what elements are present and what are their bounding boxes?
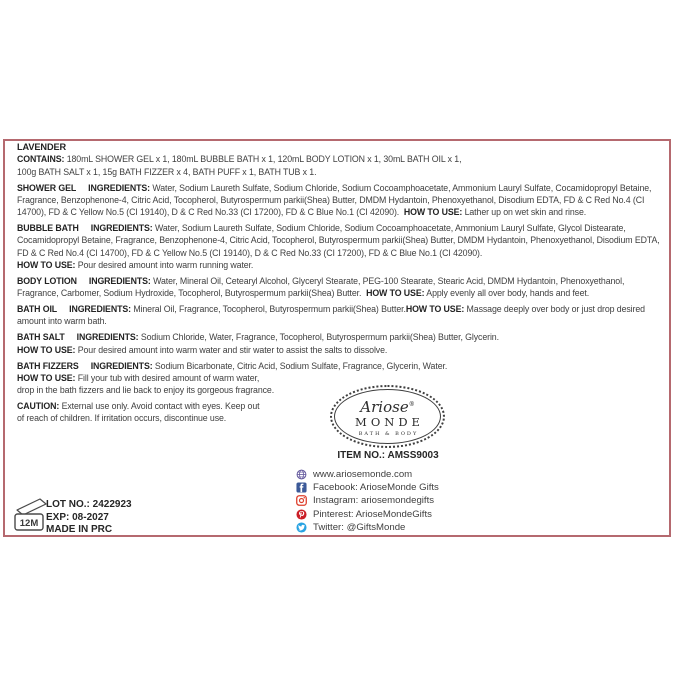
caution-text-2: of reach of children. If irritation occurs, discontinue use.	[17, 413, 227, 424]
salt-ingredients-line	[17, 332, 499, 342]
section-name: BATH SALT	[17, 332, 65, 343]
brand-name-caps: MONDE	[355, 415, 424, 429]
globe-icon	[296, 469, 307, 480]
how-to-use-label: HOW TO USE:	[17, 344, 76, 355]
how-to-use-label: HOW TO USE:	[405, 304, 465, 315]
caution-text-1: External use only. Avoid contact with eyes. Keep out	[61, 401, 260, 412]
how-to-use-text: Pour desired amount into warm running water.	[77, 260, 254, 271]
ingredients-text: Water, Sodium Laureth Sulfate, Sodium Chloride, Sodium Cocoamphoacetate, Ammonium Lauryl Sulfate, Cocamidopropyl Betaine, Fragrance, Benzophenone-4, Citric Acid, Tocopherol, Butyrospermum parkii(Shea) Butter, DMDM Hydantoin, Phenoxyethanol, Disodium EDTA, FD & C Red No.4 (CI 14700), FD & C Yellow No.5 (CI 19140), D & C Red No.33 (CI 17200), FD & C Blue No.1 (CI 42090).	[17, 182, 652, 218]
expiry-date: EXP: 08-2027	[46, 511, 109, 523]
contains-line-1	[17, 153, 666, 165]
section-name: SHOWER GEL	[17, 182, 77, 193]
scent-title-text: LAVENDER	[17, 142, 67, 152]
pao-months-text: 12M	[19, 518, 39, 529]
twitter-handle: Twitter: @GiftsMonde	[313, 521, 406, 533]
brand-name-script	[335, 397, 440, 415]
ingredients-label: INGREDIENTS:	[90, 223, 153, 234]
fizzers-ingredients-line	[17, 361, 447, 371]
ingredients-text: Water, Sodium Laureth Sulfate, Sodium Chloride, Sodium Cocoamphoacetate, Ammonium Lauryl Sulfate, Glycol Distearate, Cocamidopropyl Betaine, Fragrance, Benzophenone-4, Citric Acid, Tocopherol, Butyrospermum parkii(Shea) Butter, DMDM Hydantoin, Phenoxyethanol, Disodium EDTA, FD & C Red No.4 (CI 14700), FD & C Yellow No.5 (CI 19140), D & C Red No.33 (CI 17200), FD & C Blue No.1 (CI 42090).	[17, 223, 660, 258]
facebook-icon	[296, 482, 307, 493]
registered-mark: ®	[408, 401, 415, 408]
section-bath-oil	[17, 303, 666, 328]
brand-logo-oval	[334, 389, 441, 444]
website-url: www.ariosemonde.com	[313, 469, 413, 481]
how-to-use-label: HOW TO USE:	[366, 288, 425, 299]
made-in: MADE IN PRC	[46, 524, 113, 536]
instagram-icon	[296, 495, 307, 506]
how-to-use-text: Lather up on wet skin and rinse.	[464, 207, 587, 218]
contains-text-1: 180mL SHOWER GEL x 1, 180mL BUBBLE BATH x 1, 120mL BODY LOTION x 1, 30mL BATH OIL x 1,	[66, 154, 462, 165]
ingredients-text: Water, Mineral Oil, Cetearyl Alcohol, Glyceryl Stearate, PEG-100 Stearate, Stearic Acid, DMDM Hydantoin, Phenoxyethanol, Fragrance, Carbomer, Sodium Hydroxide, Tocopherol, Butyrospermum parkii(Shea) Butter.	[17, 275, 625, 299]
how-to-use-label: HOW TO USE:	[17, 260, 76, 271]
lot-number: LOT NO.: 2422923	[46, 499, 132, 510]
label-text-block	[17, 141, 666, 425]
how-to-use-text: Pour desired amount into warm water and stir water to assist the salts to dissolve.	[77, 344, 388, 355]
ingredients-text: Sodium Bicarbonate, Citric Acid, Sodium Sulfate, Fragrance, Glycerin, Water.	[154, 360, 448, 371]
twitter-icon	[296, 522, 307, 533]
brand-name: Ariose	[360, 398, 409, 416]
section-name: BATH OIL	[17, 304, 58, 315]
ingredients-label: INGREDIENTS:	[88, 275, 151, 286]
how-to-use-text: Massage deeply over body or just drop desired amount into warm bath.	[17, 304, 645, 327]
brand-logo	[330, 385, 445, 448]
section-bath-salt	[17, 331, 666, 356]
section-bubble-bath	[17, 222, 666, 271]
pinterest-icon	[296, 509, 307, 520]
ingredients-label: INGREDIENTS:	[76, 332, 139, 343]
ingredients-label: INGREDIENTS:	[90, 360, 153, 371]
how-to-use-text-1: Fill your tub with desired amount of warm water,	[77, 372, 260, 383]
ingredients-text: Sodium Chloride, Water, Fragrance, Tocopherol, Butyrospermum parkii(Shea) Butter, Glycerin.	[140, 332, 499, 343]
facebook-handle: Facebook: ArioseMonde Gifts	[313, 482, 439, 494]
brand-tagline: BATH & BODY	[358, 430, 419, 437]
social-row-website	[296, 468, 439, 481]
how-to-use-text-2: drop in the bath fizzers and lie back to enjoy its gorgeous fragrance.	[17, 385, 275, 396]
scent-title	[17, 141, 666, 153]
how-to-use-label: HOW TO USE:	[403, 207, 463, 218]
section-body-lotion	[17, 275, 666, 300]
how-to-use-label: HOW TO USE:	[17, 372, 76, 383]
contains-label: CONTAINS:	[17, 154, 65, 165]
section-name: BODY LOTION	[17, 275, 77, 286]
section-bath-fizzers	[17, 360, 666, 397]
ingredients-text: Mineral Oil, Fragrance, Tocopherol, Butyrospermum parkii(Shea) Butter.	[133, 304, 406, 315]
social-links-list	[296, 468, 439, 534]
social-row-twitter	[296, 521, 439, 534]
section-shower-gel	[17, 182, 666, 219]
how-to-use-text: Apply evenly all over body, hands and feet.	[426, 288, 590, 299]
social-row-instagram	[296, 494, 439, 507]
item-number: ITEM NO.: AMSS9003	[337, 450, 439, 461]
pinterest-handle: Pinterest: ArioseMondeGifts	[313, 508, 432, 520]
social-row-pinterest	[296, 508, 439, 521]
instagram-handle: Instagram: ariosemondegifts	[313, 495, 435, 507]
social-row-facebook	[296, 481, 439, 494]
lot-info-block	[46, 499, 132, 537]
section-name: BUBBLE BATH	[17, 223, 79, 234]
section-name: BATH FIZZERS	[17, 360, 79, 371]
contains-line-2	[17, 166, 666, 178]
ingredients-label: INGREDIENTS:	[69, 304, 131, 315]
contains-text-2: 100g BATH SALT x 1, 15g BATH FIZZER x 4, BATH PUFF x 1, BATH TUB x 1.	[17, 166, 317, 177]
period-after-opening-icon	[13, 496, 49, 534]
ingredients-label: INGREDIENTS:	[88, 182, 150, 193]
caution-label: CAUTION:	[17, 401, 60, 412]
bubble-ingredients-line	[17, 223, 660, 258]
